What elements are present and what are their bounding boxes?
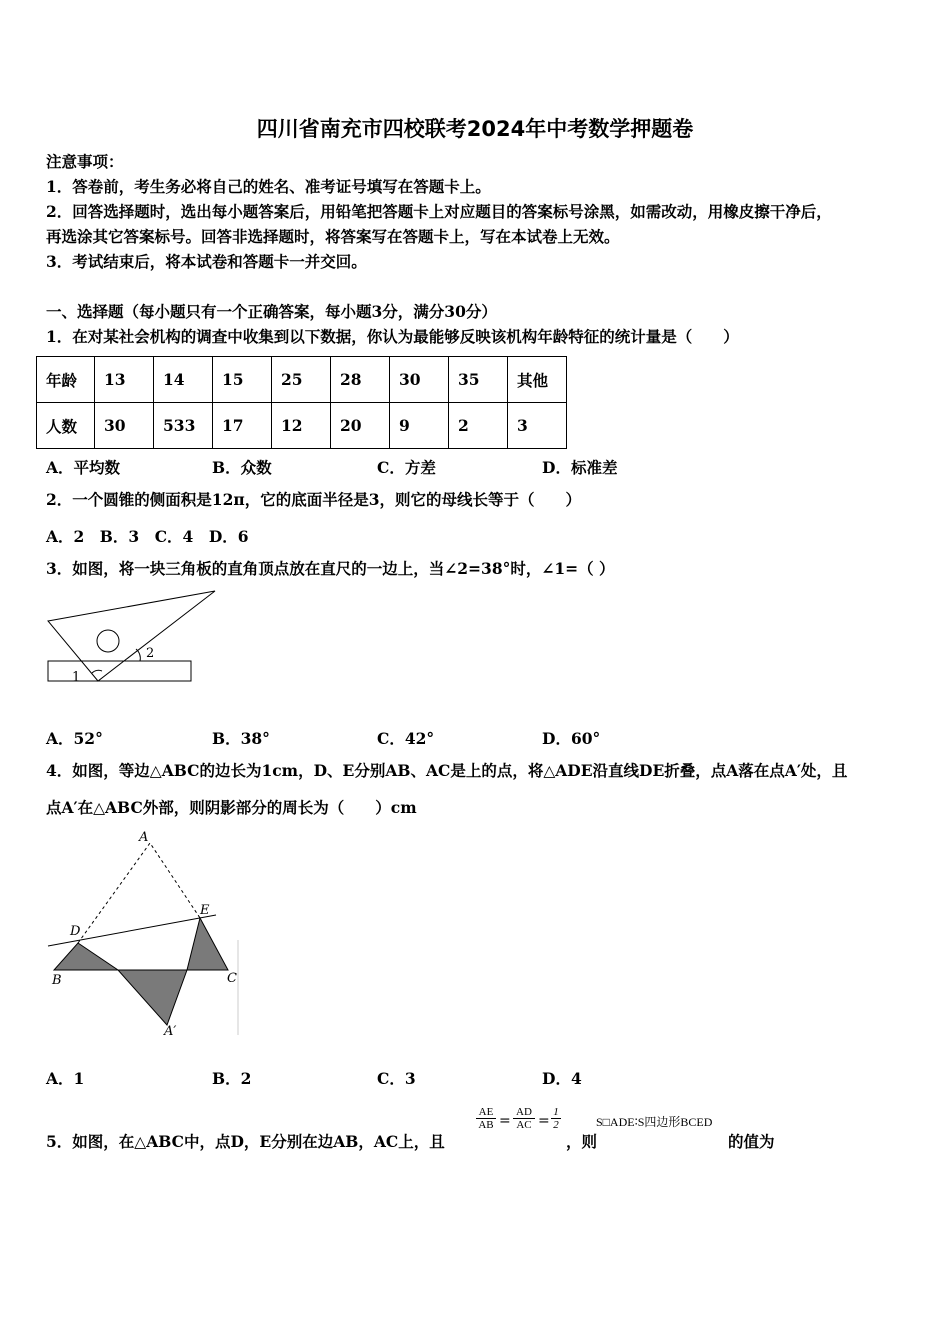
- table-cell: 13: [95, 357, 154, 403]
- fraction-numerator: AE: [478, 1106, 494, 1118]
- table-cell: 其他: [508, 357, 567, 403]
- label-e: E: [200, 903, 210, 918]
- area-ratio-expression: S□ADE∶S四边形BCED: [596, 1115, 713, 1129]
- table-cell: 533: [154, 403, 213, 449]
- table-cell: 人数: [37, 403, 95, 449]
- fraction-denominator: AC: [513, 1118, 535, 1131]
- notice-item-2a: 2．回答选择题时，选出每小题答案后，用铅笔把答题卡上对应题目的答案标号涂黑，如需改动，用橡皮擦干净后，: [46, 202, 832, 221]
- q3-figure: [40, 585, 225, 690]
- q1-text: 1．在对某社会机构的调查中收集到以下数据，你认为最能够反映该机构年龄特征的统计量是（ ）: [46, 327, 739, 346]
- page-title: 四川省南充市四校联考2024年中考数学押题卷: [256, 117, 694, 141]
- q4-text-line2: 点A′在△ABC外部，则阴影部分的周长为（ ）cm: [46, 798, 417, 817]
- table-cell: 20: [331, 403, 390, 449]
- fraction-one-half: [551, 1106, 561, 1131]
- q5-text-b: ，则: [566, 1132, 598, 1151]
- fraction-ad-ac: [513, 1106, 535, 1131]
- notice-item-1: 1．答卷前，考生务必将自己的姓名、准考证号填写在答题卡上。: [46, 177, 491, 196]
- fraction-denominator: AB: [476, 1118, 496, 1131]
- fraction-denominator: 2: [551, 1118, 561, 1131]
- table-cell: 3: [508, 403, 567, 449]
- label-a-prime: A′: [164, 1024, 177, 1039]
- q4-option-a[interactable]: A．1: [46, 1069, 85, 1088]
- q3-text: 3．如图，将一块三角板的直角顶点放在直尺的一边上，当∠2=38°时，∠1=（ ）: [46, 559, 615, 578]
- shaded-triangle-left: [54, 943, 118, 970]
- fraction-numerator: AD: [516, 1106, 532, 1118]
- notice-item-3: 3．考试结束后，将本试卷和答题卡一并交回。: [46, 252, 367, 271]
- q5-text-c: 的值为: [728, 1132, 775, 1151]
- angle-2-label: 2: [146, 646, 155, 661]
- table-cell: 35: [449, 357, 508, 403]
- q3-option-a[interactable]: A．52°: [46, 729, 103, 748]
- notice-heading: 注意事项：: [46, 152, 124, 171]
- triangle-shape: [48, 591, 215, 681]
- q4-option-c[interactable]: C．3: [377, 1069, 416, 1088]
- label-c: C: [227, 971, 237, 986]
- q5-text-a: 5．如图，在△ABC中，点D，E分别在边AB，AC上，且: [46, 1132, 445, 1151]
- table-cell: 30: [390, 357, 449, 403]
- q1-option-b[interactable]: B．众数: [212, 458, 272, 477]
- table-row: [37, 403, 567, 449]
- q4-text-line1: 4．如图，等边△ABC的边长为1cm，D、E分别AB、AC是上的点，将△ADE沿直线DE折叠，点A落在点A′处，且: [46, 761, 848, 780]
- q3-option-b[interactable]: B．38°: [212, 729, 270, 748]
- notice-item-2b: 再选涂其它答案标号。回答非选择题时，将答案写在答题卡上，写在本试卷上无效。: [46, 227, 620, 246]
- q4-option-d[interactable]: D．4: [542, 1069, 582, 1088]
- q1-option-a[interactable]: A．平均数: [46, 458, 121, 477]
- label-a: A: [139, 830, 149, 845]
- equals-sign: =: [538, 1113, 550, 1129]
- angle-1-arc: [92, 670, 102, 673]
- table-cell: 17: [213, 403, 272, 449]
- label-d: D: [70, 924, 81, 939]
- fraction-ae-ab: [476, 1106, 496, 1131]
- table-cell: 2: [449, 403, 508, 449]
- table-cell: 15: [213, 357, 272, 403]
- fold-dashed-lines: [78, 843, 200, 943]
- angle-1-label: 1: [72, 670, 81, 685]
- q4-option-b[interactable]: B．2: [212, 1069, 252, 1088]
- table-row: [37, 357, 567, 403]
- table-cell: 25: [272, 357, 331, 403]
- q2-options[interactable]: A．2 B．3 C．4 D．6: [46, 527, 249, 546]
- table-cell: 9: [390, 403, 449, 449]
- table-cell: 30: [95, 403, 154, 449]
- section-heading: 一、选择题（每小题只有一个正确答案，每小题3分，满分30分）: [46, 302, 497, 321]
- table-cell: 14: [154, 357, 213, 403]
- equals-sign: =: [499, 1113, 511, 1129]
- q1-option-c[interactable]: C．方差: [377, 458, 436, 477]
- q1-option-d[interactable]: D．标准差: [542, 458, 618, 477]
- table-cell: 12: [272, 403, 331, 449]
- label-b: B: [52, 973, 62, 988]
- shaded-triangle-right: [187, 918, 228, 970]
- table-cell: 28: [331, 357, 390, 403]
- q1-data-table: [36, 356, 567, 449]
- q2-text: 2．一个圆锥的侧面积是12π，它的底面半径是3，则它的母线长等于（ ）: [46, 490, 581, 509]
- shaded-triangle-bottom: [118, 970, 187, 1025]
- q3-option-c[interactable]: C．42°: [377, 729, 435, 748]
- table-cell: 年龄: [37, 357, 95, 403]
- q3-option-d[interactable]: D．60°: [542, 729, 601, 748]
- triangle-hole-shape: [97, 630, 119, 652]
- fraction-numerator: 1: [553, 1106, 559, 1118]
- q4-figure: [40, 825, 245, 1040]
